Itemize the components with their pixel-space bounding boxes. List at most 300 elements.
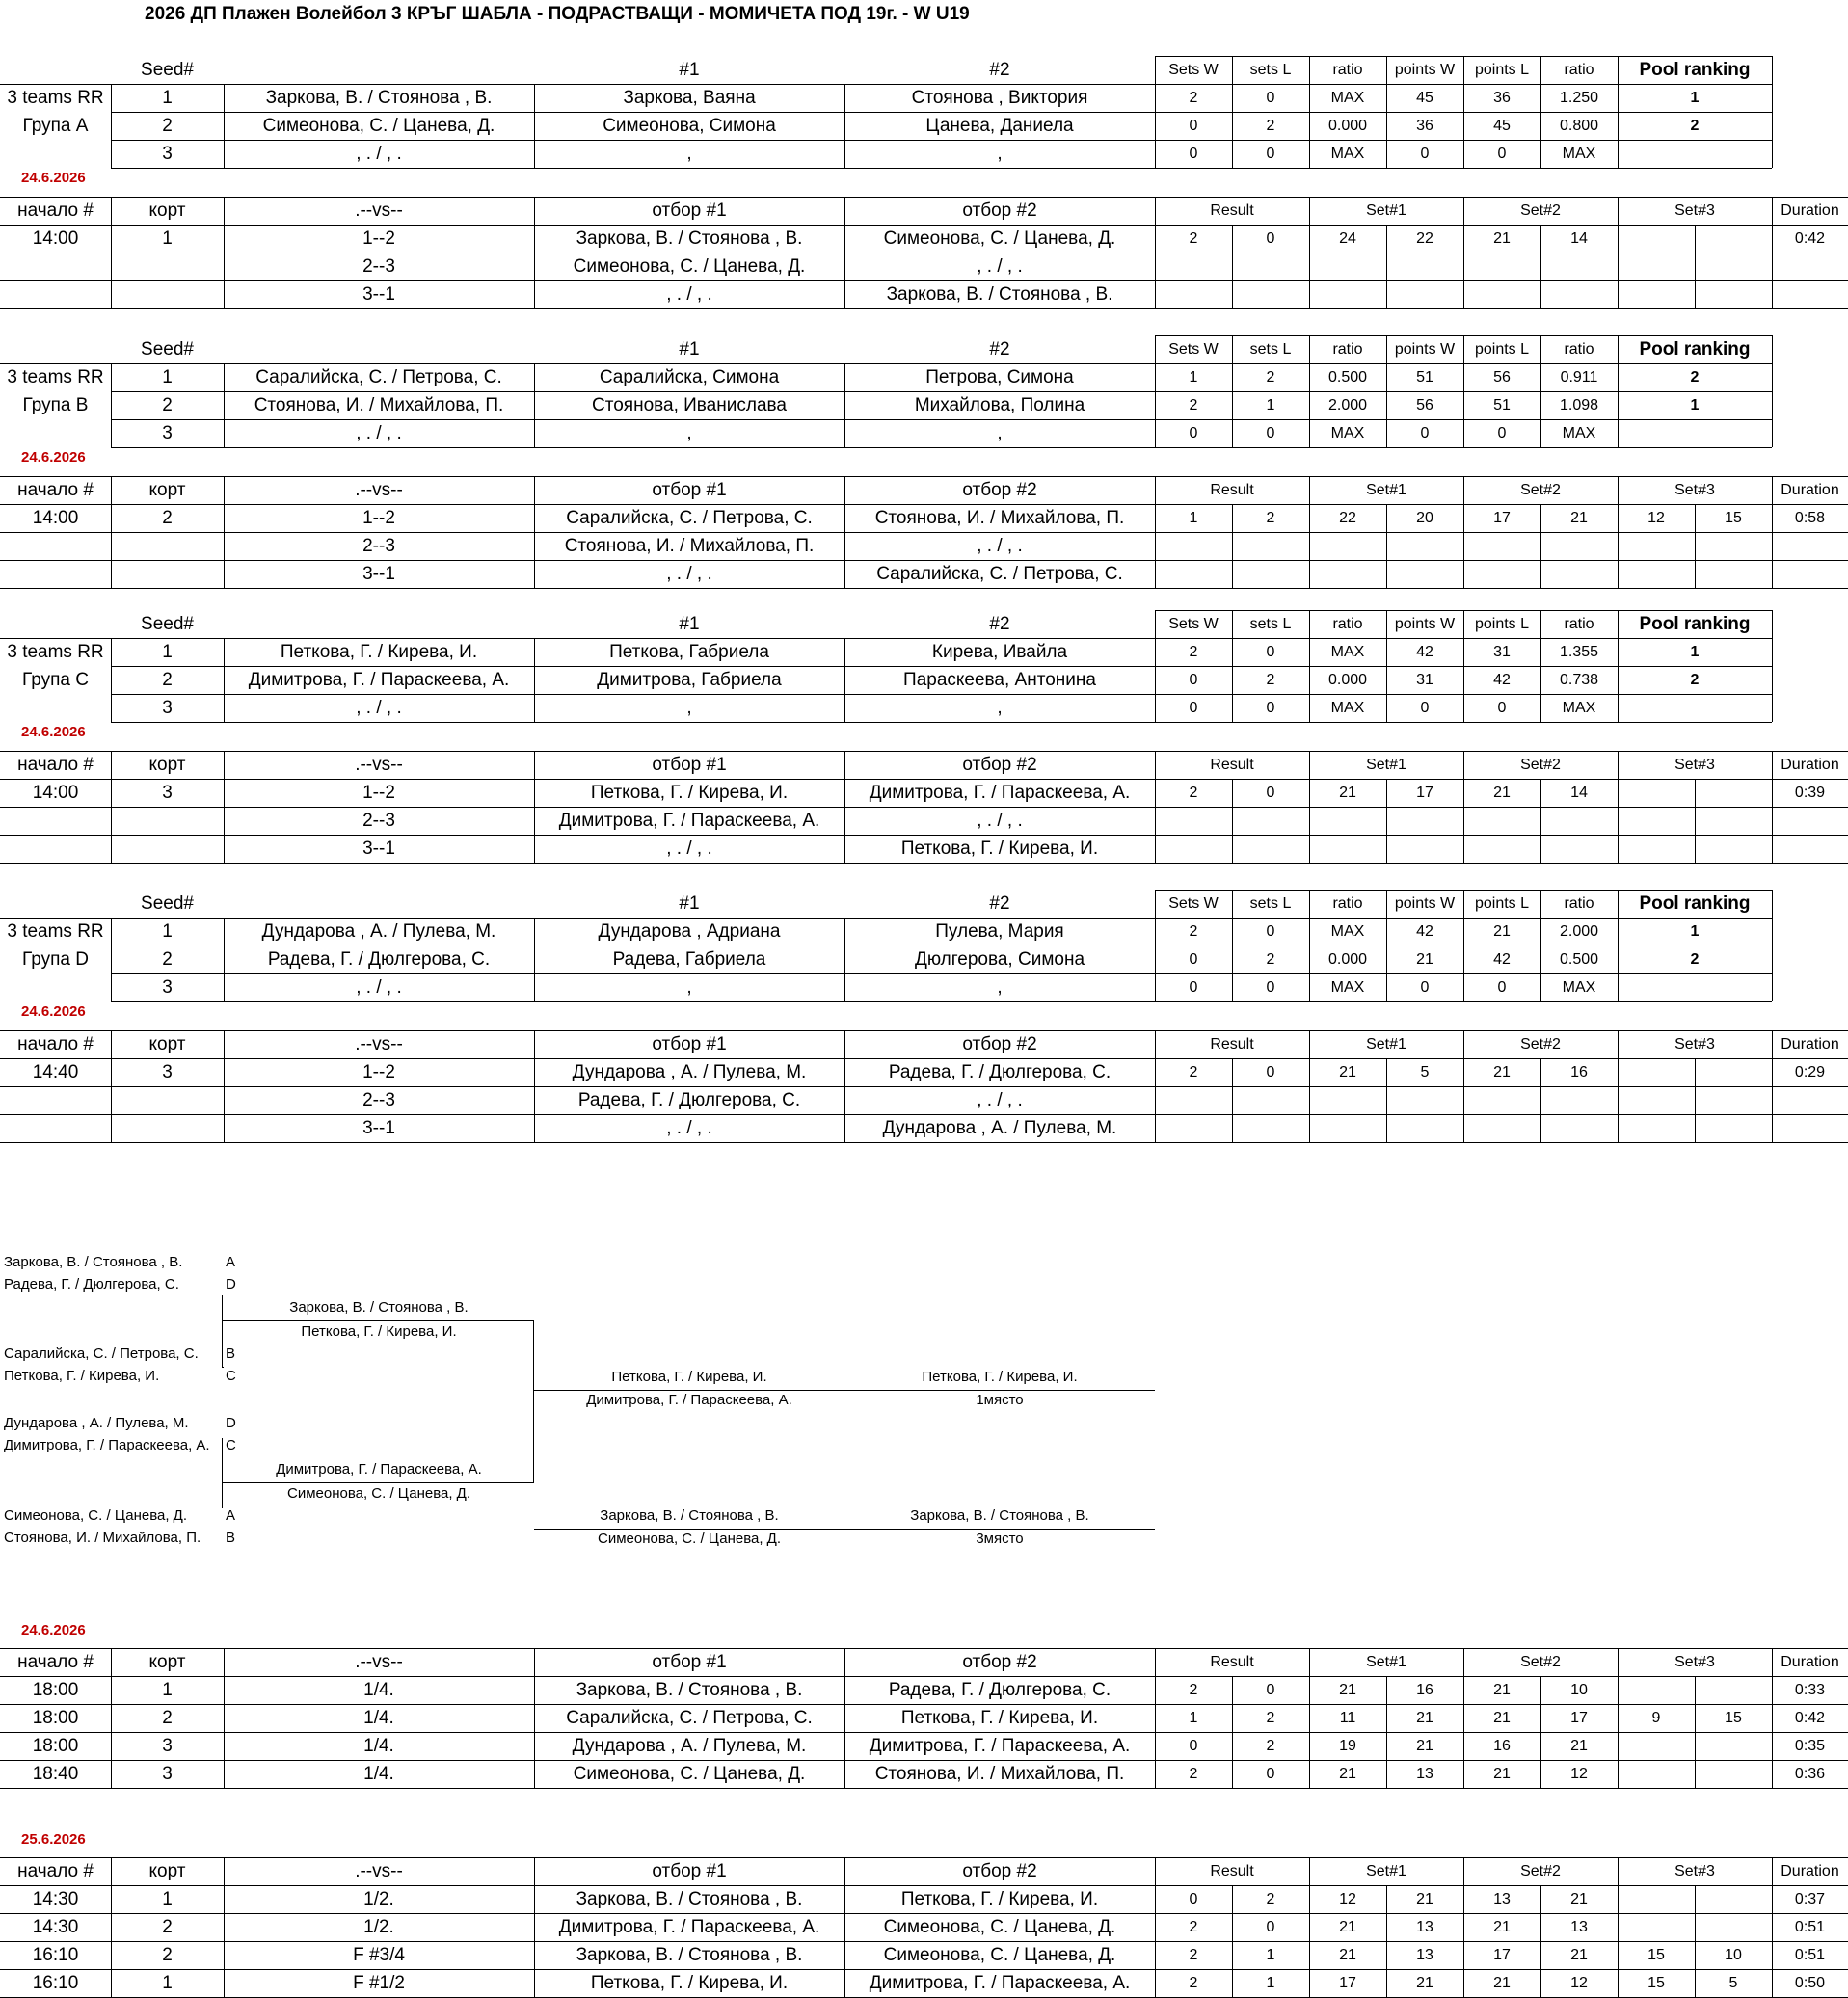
grid-line — [534, 751, 535, 779]
grid-line — [224, 694, 225, 722]
set1-score-2: 13 — [1416, 1766, 1433, 1782]
grid-line — [1232, 1704, 1233, 1732]
match-team1: Димитрова, Г. / Параскеева, А. — [558, 1917, 820, 1937]
player2-name: Михайлова, Полина — [914, 395, 1085, 415]
grid-line — [1540, 807, 1541, 835]
grid-line — [1463, 694, 1464, 722]
pool-header-points-lost: points L — [1474, 62, 1530, 78]
grid-line — [1540, 280, 1541, 308]
set2-score-1: 16 — [1493, 1738, 1511, 1754]
col-header-team2: отбор #2 — [962, 1652, 1037, 1672]
grid-line — [1772, 807, 1773, 835]
match-court — [111, 1114, 224, 1142]
match-court: 2 — [162, 1708, 173, 1728]
grid-line — [1540, 638, 1541, 666]
team-seed: 1 — [162, 367, 173, 387]
grid-line — [1232, 666, 1233, 694]
grid-line — [224, 1885, 225, 1913]
grid-line — [1463, 1732, 1464, 1760]
grid-line — [1618, 1704, 1619, 1732]
sets-lost: 2 — [1266, 118, 1275, 134]
grid-line — [111, 560, 112, 588]
match-pairing: 3--1 — [362, 284, 395, 305]
grid-line — [1772, 666, 1773, 694]
set1-score-1: 21 — [1339, 1682, 1356, 1698]
grid-line — [1695, 1704, 1696, 1732]
match-team2: Стоянова, И. / Михайлова, П. — [874, 508, 1125, 528]
match-start-time: 18:00 — [32, 1708, 79, 1728]
grid-line — [1618, 918, 1619, 946]
match-pairing: 3--1 — [362, 839, 395, 859]
match-result-2 — [1232, 807, 1309, 835]
grid-line — [1618, 1058, 1619, 1086]
team-name: , . / , . — [356, 423, 402, 443]
grid-line — [1232, 1676, 1233, 1704]
sets-won: 2 — [1189, 90, 1198, 106]
grid-line — [1463, 1648, 1464, 1676]
grid-line — [1386, 1058, 1387, 1086]
sets-lost: 2 — [1266, 369, 1275, 386]
grid-line — [111, 532, 112, 560]
grid-line — [1386, 419, 1387, 447]
grid-line — [534, 1676, 535, 1704]
grid-line — [1155, 280, 1156, 308]
grid-line — [1540, 610, 1541, 638]
grid-line — [1155, 638, 1156, 666]
match-duration: 0:37 — [1794, 1891, 1826, 1907]
grid-line — [1232, 560, 1233, 588]
grid-line — [1772, 1648, 1773, 1676]
set1-score-1 — [1309, 280, 1386, 308]
set3-score-1: 12 — [1647, 510, 1665, 526]
match-court — [111, 835, 224, 863]
pool-header-point-ratio: ratio — [1564, 341, 1594, 358]
pool-group-label: Група B — [22, 395, 89, 415]
grid-line — [1463, 779, 1464, 807]
col-header-set3: Set#3 — [1674, 1036, 1715, 1052]
point-ratio: 2.000 — [1559, 923, 1599, 940]
grid-line — [1463, 1857, 1464, 1885]
col-header-vs: .--vs-- — [355, 755, 403, 775]
grid-line — [111, 447, 1772, 448]
grid-line — [534, 363, 535, 391]
grid-line — [224, 1676, 225, 1704]
set1-score-1: 11 — [1339, 1710, 1356, 1726]
team-name: , . / , . — [356, 698, 402, 718]
match-team1: Заркова, В. / Стоянова , В. — [576, 1945, 803, 1965]
match-result-2: 0 — [1266, 785, 1275, 801]
grid-line — [534, 1529, 1155, 1530]
pool-header-ranking: Pool ranking — [1639, 339, 1751, 360]
grid-line — [1463, 363, 1464, 391]
col-header-result: Result — [1210, 1654, 1254, 1670]
grid-line — [534, 1086, 535, 1114]
set2-score-1 — [1463, 560, 1540, 588]
grid-line — [1232, 694, 1233, 722]
set2-score-1: 13 — [1493, 1891, 1511, 1907]
team-seed: 1 — [162, 921, 173, 942]
col-header-set2: Set#2 — [1520, 757, 1561, 773]
set1-score-2 — [1386, 560, 1463, 588]
grid-line — [1540, 504, 1541, 532]
grid-line — [111, 1732, 112, 1760]
match-team1: Саралийска, С. / Петрова, С. — [566, 1708, 813, 1728]
grid-line — [222, 1295, 223, 1367]
grid-line — [534, 946, 535, 973]
grid-line — [1618, 419, 1619, 447]
bracket-qf-team: Заркова, В. / Стоянова , В. — [4, 1254, 183, 1270]
grid-line — [1232, 1058, 1233, 1086]
set2-score-2 — [1540, 1114, 1618, 1142]
grid-line — [1463, 504, 1464, 532]
player2-name: , — [997, 698, 1003, 718]
set2-score-1 — [1463, 1086, 1540, 1114]
player1-name: Стоянова, Иванислава — [592, 395, 787, 415]
set3-score-1 — [1618, 1058, 1695, 1086]
grid-line — [1695, 1058, 1696, 1086]
match-duration: 0:33 — [1794, 1682, 1826, 1698]
grid-line — [1463, 419, 1464, 447]
grid-line — [1386, 532, 1387, 560]
pool-header-sets-lost: sets L — [1249, 341, 1292, 358]
grid-line — [1232, 1885, 1233, 1913]
pool-header-point-ratio: ratio — [1564, 616, 1594, 632]
grid-line — [1155, 779, 1156, 807]
grid-line — [224, 225, 225, 253]
grid-line — [224, 751, 225, 779]
grid-line — [1540, 1941, 1541, 1969]
grid-line — [534, 280, 535, 308]
match-start-time: 16:10 — [32, 1973, 79, 1993]
col-header-vs: .--vs-- — [355, 200, 403, 221]
grid-line — [224, 1941, 225, 1969]
grid-line — [224, 666, 225, 694]
col-header-set3: Set#3 — [1674, 757, 1715, 773]
col-header-set2: Set#2 — [1520, 1863, 1561, 1879]
grid-line — [1386, 779, 1387, 807]
col-header-team2: отбор #2 — [962, 480, 1037, 500]
match-result-1: 2 — [1189, 1947, 1198, 1963]
grid-line — [111, 504, 112, 532]
pool-header-player2: #2 — [989, 614, 1010, 634]
set1-score-2: 21 — [1416, 1738, 1433, 1754]
pool-format-label: 3 teams RR — [7, 88, 104, 108]
grid-line — [1309, 56, 1310, 84]
grid-line — [1540, 84, 1541, 112]
grid-line — [1155, 1941, 1156, 1969]
match-duration — [1772, 253, 1848, 280]
grid-line — [534, 694, 535, 722]
match-result-1: 2 — [1189, 1975, 1198, 1991]
grid-line — [1309, 1913, 1310, 1941]
sets-lost: 2 — [1266, 672, 1275, 688]
grid-line — [1618, 1732, 1619, 1760]
col-header-set1: Set#1 — [1366, 1036, 1406, 1052]
pool-header-points-won: points W — [1394, 62, 1456, 78]
grid-line — [1618, 140, 1619, 168]
set2-score-2 — [1540, 560, 1618, 588]
col-header-set3: Set#3 — [1674, 202, 1715, 219]
match-duration: 0:51 — [1794, 1947, 1826, 1963]
grid-line — [1309, 918, 1310, 946]
grid-line — [1463, 1885, 1464, 1913]
col-header-set1: Set#1 — [1366, 1654, 1406, 1670]
team-name: Стоянова, И. / Михайлова, П. — [254, 395, 504, 415]
col-header-set3: Set#3 — [1674, 482, 1715, 498]
team-name: Петкова, Г. / Кирева, И. — [280, 642, 478, 662]
point-ratio: 1.355 — [1559, 644, 1599, 660]
grid-line — [1232, 504, 1233, 532]
match-duration: 0:42 — [1794, 230, 1826, 247]
bracket-place-first: 1място — [976, 1392, 1024, 1408]
points-won: 36 — [1416, 118, 1433, 134]
set2-score-2 — [1540, 1086, 1618, 1114]
match-duration — [1772, 532, 1848, 560]
set3-score-2 — [1695, 560, 1772, 588]
bracket-qf-team: Димитрова, Г. / Параскеева, А. — [4, 1437, 210, 1453]
grid-line — [222, 1320, 534, 1321]
bracket-qf-team: Радева, Г. / Дюлгерова, С. — [4, 1276, 179, 1292]
grid-line — [1618, 225, 1619, 253]
grid-line — [1618, 1885, 1619, 1913]
match-start-time — [0, 532, 111, 560]
grid-line — [1232, 84, 1233, 112]
grid-line — [224, 918, 225, 946]
grid-line — [1618, 973, 1619, 1001]
grid-line — [1155, 1648, 1156, 1676]
grid-line — [0, 1857, 1848, 1858]
grid-line — [1463, 253, 1464, 280]
grid-line — [1772, 1760, 1773, 1788]
bracket-final-team: Димитрова, Г. / Параскеева, А. — [586, 1392, 792, 1408]
match-pairing: 2--3 — [362, 536, 395, 556]
match-court — [111, 560, 224, 588]
match-start-time — [0, 1114, 111, 1142]
points-lost: 21 — [1493, 923, 1511, 940]
grid-line — [1772, 1857, 1773, 1885]
grid-line — [1772, 1913, 1773, 1941]
grid-line — [1463, 918, 1464, 946]
pool-header-points-won: points W — [1394, 616, 1456, 632]
grid-line — [1540, 532, 1541, 560]
col-header-team2: отбор #2 — [962, 1861, 1037, 1881]
grid-line — [224, 197, 225, 225]
grid-line — [1386, 1086, 1387, 1114]
pool-header-sets-won: Sets W — [1168, 341, 1219, 358]
pool-group-label: Група C — [22, 670, 89, 690]
points-won: 21 — [1416, 951, 1433, 968]
grid-line — [534, 1648, 535, 1676]
schedule-date: 24.6.2026 — [21, 724, 86, 740]
match-team1: Димитрова, Г. / Параскеева, А. — [558, 811, 820, 831]
grid-line — [111, 779, 112, 807]
schedule-date: 25.6.2026 — [21, 1831, 86, 1848]
match-team1: , . / , . — [666, 564, 712, 584]
set2-score-1: 21 — [1493, 1710, 1511, 1726]
match-team1: Заркова, В. / Стоянова , В. — [576, 228, 803, 249]
grid-line — [534, 973, 535, 1001]
sets-won: 1 — [1189, 369, 1198, 386]
grid-line — [1232, 419, 1233, 447]
col-header-set3: Set#3 — [1674, 1654, 1715, 1670]
match-court — [111, 1086, 224, 1114]
grid-line — [1695, 253, 1696, 280]
schedule-date: 24.6.2026 — [21, 449, 86, 466]
grid-line — [1772, 504, 1773, 532]
match-team2: Петкова, Г. / Кирева, И. — [900, 839, 1099, 859]
pool-group-label: Група А — [22, 116, 89, 136]
grid-line — [1386, 918, 1387, 946]
grid-line — [1618, 112, 1619, 140]
grid-line — [1232, 1086, 1233, 1114]
col-header-start: начало # — [17, 1652, 94, 1672]
set3-score-1 — [1618, 1086, 1695, 1114]
set1-score-2: 22 — [1416, 230, 1433, 247]
grid-line — [224, 140, 225, 168]
grid-line — [1772, 751, 1773, 779]
grid-line — [534, 807, 535, 835]
point-ratio: 1.250 — [1559, 90, 1599, 106]
bracket-qf-team: Саралийска, С. / Петрова, С. — [4, 1345, 199, 1362]
grid-line — [534, 140, 535, 168]
set2-score-1 — [1463, 253, 1540, 280]
match-pairing: F #3/4 — [353, 1945, 405, 1965]
bracket-qf-team: Петкова, Г. / Кирева, И. — [4, 1368, 160, 1384]
sets-lost: 0 — [1266, 425, 1275, 441]
grid-line — [1618, 666, 1619, 694]
grid-line — [844, 1704, 845, 1732]
grid-line — [844, 1058, 845, 1086]
grid-line — [1772, 973, 1773, 1001]
grid-line — [1772, 1885, 1773, 1913]
grid-line — [1695, 779, 1696, 807]
grid-line — [1155, 1030, 1156, 1058]
set1-score-1: 12 — [1339, 1891, 1356, 1907]
grid-line — [1772, 280, 1773, 308]
match-duration — [1772, 1086, 1848, 1114]
points-lost: 45 — [1493, 118, 1511, 134]
match-team2: Стоянова, И. / Михайлова, П. — [874, 1764, 1125, 1784]
match-result-2: 1 — [1266, 1975, 1275, 1991]
grid-line — [1540, 946, 1541, 973]
grid-line — [0, 588, 1848, 589]
grid-line — [1463, 973, 1464, 1001]
match-court: 3 — [162, 1736, 173, 1756]
pool-rank — [1618, 973, 1772, 1001]
pool-header-sets-lost: sets L — [1249, 616, 1292, 632]
grid-line — [1155, 890, 1156, 918]
player2-name: Стоянова , Виктория — [911, 88, 1088, 108]
grid-line — [1309, 419, 1310, 447]
grid-line — [1155, 84, 1156, 112]
points-lost: 0 — [1497, 146, 1507, 162]
grid-line — [111, 280, 112, 308]
grid-line — [1618, 694, 1619, 722]
grid-line — [1232, 1114, 1233, 1142]
set1-score-1: 17 — [1339, 1975, 1356, 1991]
grid-line — [1695, 532, 1696, 560]
sets-won: 0 — [1189, 979, 1198, 996]
match-pairing: 1--2 — [362, 508, 395, 528]
set3-score-1: 15 — [1647, 1975, 1665, 1991]
points-lost: 0 — [1497, 425, 1507, 441]
col-header-vs: .--vs-- — [355, 480, 403, 500]
points-lost: 42 — [1493, 672, 1511, 688]
grid-line — [1155, 504, 1156, 532]
col-header-duration: Duration — [1781, 1654, 1839, 1670]
grid-line — [1309, 610, 1310, 638]
grid-line — [1540, 560, 1541, 588]
grid-line — [224, 1732, 225, 1760]
set2-score-1: 21 — [1493, 785, 1511, 801]
set2-score-1: 17 — [1493, 1947, 1511, 1963]
grid-line — [224, 391, 225, 419]
sets-lost: 0 — [1266, 90, 1275, 106]
points-won: 31 — [1416, 672, 1433, 688]
grid-line — [1618, 335, 1619, 363]
grid-line — [534, 197, 535, 225]
grid-line — [224, 112, 225, 140]
grid-line — [224, 1086, 225, 1114]
grid-line — [1309, 1086, 1310, 1114]
grid-line — [1155, 1732, 1156, 1760]
grid-line — [1463, 391, 1464, 419]
match-team1: , . / , . — [666, 1118, 712, 1138]
grid-line — [224, 807, 225, 835]
grid-line — [1540, 225, 1541, 253]
grid-line — [534, 419, 535, 447]
set3-score-2 — [1695, 532, 1772, 560]
match-result-2: 2 — [1266, 510, 1275, 526]
match-team1: Дундарова , А. / Пулева, М. — [572, 1062, 807, 1082]
grid-line — [1155, 973, 1156, 1001]
match-pairing: 1/2. — [363, 1917, 394, 1937]
match-pairing: 1/4. — [363, 1764, 394, 1784]
sets-lost: 2 — [1266, 951, 1275, 968]
col-header-set2: Set#2 — [1520, 202, 1561, 219]
match-result-2 — [1232, 253, 1309, 280]
match-start-time: 18:00 — [32, 1736, 79, 1756]
match-start-time — [0, 280, 111, 308]
match-start-time — [0, 1086, 111, 1114]
match-start-time — [0, 253, 111, 280]
grid-line — [1155, 560, 1156, 588]
points-won: 42 — [1416, 644, 1433, 660]
grid-line — [1232, 335, 1233, 363]
pool-header-points-lost: points L — [1474, 341, 1530, 358]
match-pairing: 1/4. — [363, 1708, 394, 1728]
grid-line — [534, 1941, 535, 1969]
grid-line — [0, 363, 111, 364]
grid-line — [0, 308, 1848, 309]
grid-line — [1463, 560, 1464, 588]
match-result-1 — [1155, 807, 1232, 835]
point-ratio: MAX — [1562, 146, 1596, 162]
match-result-1: 0 — [1189, 1891, 1198, 1907]
set2-score-2 — [1540, 532, 1618, 560]
points-won: 0 — [1420, 425, 1430, 441]
col-header-set1: Set#1 — [1366, 757, 1406, 773]
sets-won: 2 — [1189, 397, 1198, 413]
match-court: 2 — [162, 1945, 173, 1965]
sets-lost: 0 — [1266, 923, 1275, 940]
set1-score-1: 19 — [1339, 1738, 1356, 1754]
grid-line — [1155, 918, 1156, 946]
col-header-court: корт — [148, 1861, 186, 1881]
grid-line — [1386, 638, 1387, 666]
grid-line — [111, 140, 112, 168]
grid-line — [1618, 779, 1619, 807]
